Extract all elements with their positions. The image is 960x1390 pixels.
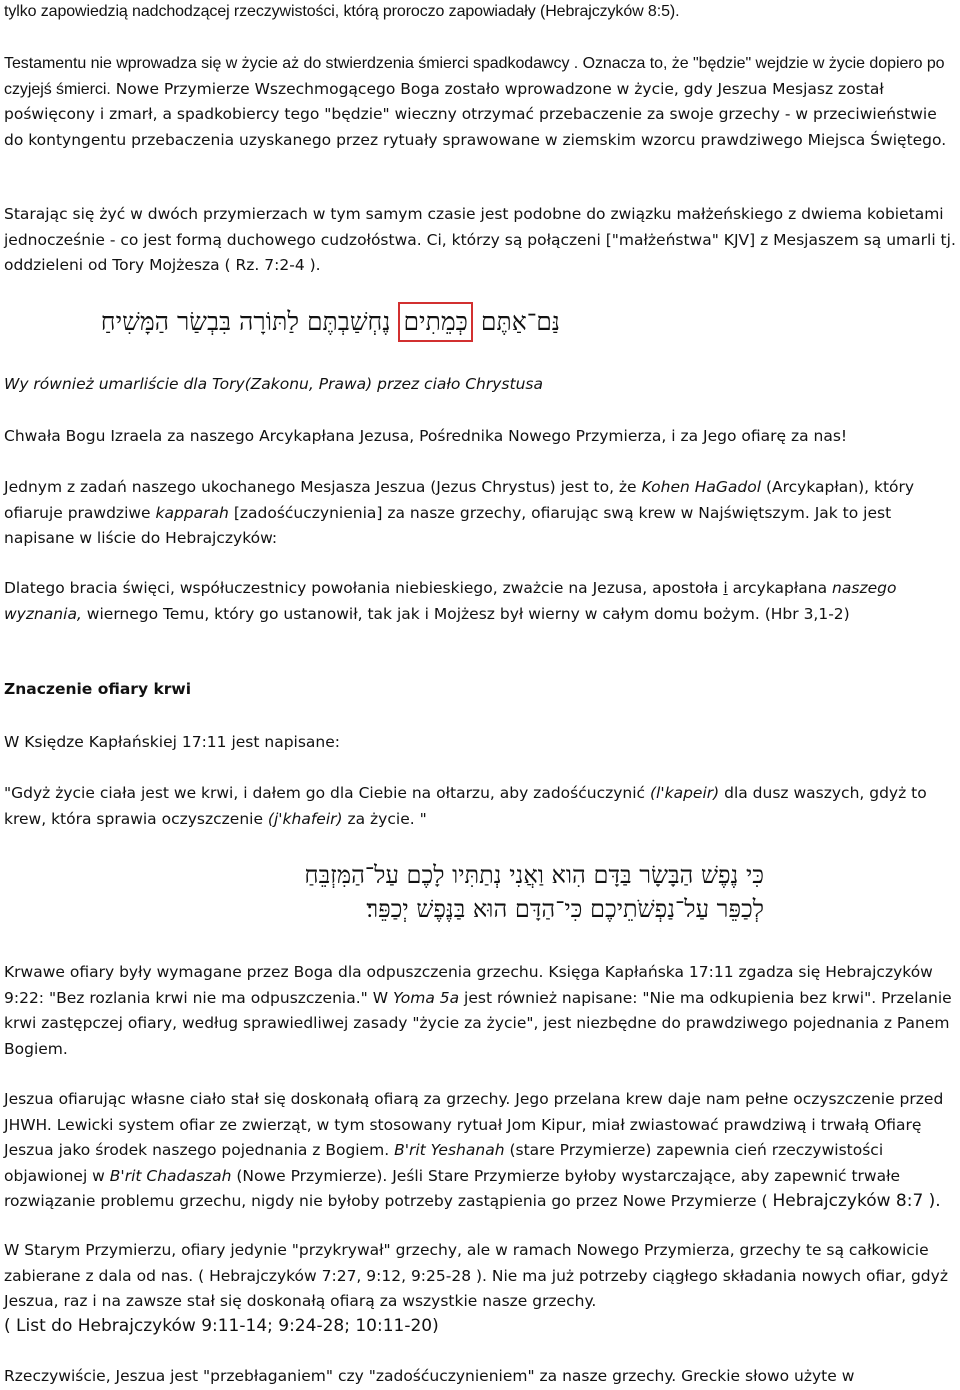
paragraph-atonement: Rzeczywiście, Jeszua jest "przebłaganiem" czy "zadośćuczynieniem" za nasze grzechy. Greckie słowo użyte w: [4, 1367, 855, 1385]
term-yoma-5a: Yoma 5a: [392, 988, 460, 1007]
blood-sacrifice-text-a: Krwawe ofiary były wymagane przez Boga dla odpuszczenia grzechu. Księga Kapłańska 17:11 zgadza się Hebrajczyków 9:22: "Bez rozlania krwi nie ma odpuszczenia." W: [4, 963, 933, 1007]
leviticus-quote-text-a: "Gdyż życie ciała jest we krwi, i dałem go dla Ciebie na ołtarzu, aby zadośćuczynić: [4, 784, 650, 802]
testament-text-a: Testamentu nie wprowadza się w życie aż do stwierdzenia śmierci spadkodawcy . Oznacza to, że "będzie" wejdzie w życie dopiero po czyjejś śmierci.: [4, 55, 945, 98]
hebrew-leviticus-line-1: כִּי נֶפֶשׁ הַבָּשָׂר בַּדָּם הִוא וַאֲנִי נְתַתִּיו לָכֶם עַל־הַמִּזְבֵּחַ: [304, 861, 764, 889]
translation-romans: Wy również umarliście dla Tory(Zakonu, Prawa) przez ciało Chrystusa: [4, 375, 543, 393]
paragraph-two-covenants: Starając się żyć w dwóch przymierzach w tym samym czasie jest podobne do związku małżeńskiego z dwiema kobietami jednocześnie - co jest formą duchowego cudzołóstwa. Ci, którzy są połączeni ["małżeństwa" KJV] z Mesjaszem są umarli tj. oddzieleni od Tory Mojżesza ( Rz. 7:2-4 ).: [4, 205, 956, 274]
term-brit-yeshanah: B'rit Yeshanah: [394, 1141, 505, 1159]
term-lkapeir: (l'kapeir): [649, 784, 720, 802]
hebrew-leviticus-line-2: לְכַפֵּר עַל־נַפְשֹׁתֵיכֶם כִּי־הַדָּם הוּא בַּנֶּפֶשׁ יְכַפֵּר׃: [366, 895, 764, 923]
perfect-sacrifice-text-c: (Nowe Przymierze). Jeśli Stare Przymierze byłoby wystarczające, aby zapewnić trwałe rozwiązanie problemu grzechu, nigdy nie byłoby potrzeby zastąpienia go przez Nowe Przymierze (: [4, 1166, 901, 1210]
high-priest-text-c: [zadośćuczynienia] za nasze grzechy, ofiarując swą krew w Najświętszym. Jak to jest napisane w liście do Hebrajczyków:: [4, 503, 892, 547]
hebrews-quote-text-b: arcykapłana: [727, 579, 833, 597]
paragraph-intro: tylko zapowiedzią nadchodzącej rzeczywistości, którą proroczo zapowiadały (Hebrajczyków 8:5).: [4, 3, 680, 20]
paragraph-leviticus-quote: [4, 781, 956, 832]
term-brit-chadaszah: B'rit Chadaszah: [109, 1166, 232, 1185]
leviticus-quote-text-b: dla dusz waszych, gdyż to krew, która sprawia oczyszczenie: [4, 784, 927, 828]
hebrews-references: ( List do Hebrajczyków 9:11-14; 9:24-28; 10:11-20): [4, 1316, 439, 1336]
paragraph-perfect-sacrifice: [4, 1087, 956, 1215]
term-naszego-wyznania: naszego wyznania,: [4, 579, 897, 623]
paragraph-hebrews-quote: [4, 576, 956, 627]
high-priest-text-b: (Arcykapłan), który ofiaruje prawdziwe: [4, 478, 915, 522]
paragraph-high-priest: [4, 475, 956, 552]
hebrew-highlighted-word: כְּמֵתִים: [398, 302, 472, 342]
paragraph-blood-sacrifice: [4, 960, 956, 1062]
hebrew-verse-start: נַּם־אַתֶּם: [480, 307, 560, 336]
paragraph-praise: Chwała Bogu Izraela za naszego Arcykapłana Jezusa, Pośrednika Nowego Przymierza, i za Jego ofiarę za nas!: [4, 427, 848, 445]
hebrew-verse-leviticus: [204, 858, 764, 928]
high-priest-text-a: Jednym z zadań naszego ukochanego Mesjasza Jeszua (Jezus Chrystus) jest to, że: [4, 478, 642, 496]
paragraph-testament: [4, 51, 956, 153]
term-jkhafeir: (j'khafeir): [267, 809, 343, 828]
blood-sacrifice-text-b: jest również napisane: "Nie ma odkupienia bez krwi". Przelanie krwi zastępczej ofiary, według sprawiedliwej zasady "życie za życie", jest niezbędne do prawdziwego pojednania z Panem Bogiem.: [4, 988, 952, 1058]
hebrew-verse-end: נֶחְשַׁבְתֶּם לַתּוֹרָה בִּבְשַׂר הַמָּשִׁיחַ: [100, 307, 391, 336]
perfect-sacrifice-text-b: (stare Przymierze) zapewnia cień rzeczywistości objawionej w: [4, 1141, 884, 1185]
hebrews-8-7-reference: Hebrajczyków 8:7 ).: [772, 1191, 941, 1211]
hebrews-quote-text-a: Dlatego bracia święci, współuczestnicy powołania niebieskiego, zważcie na Jezusa, apostoła: [4, 579, 724, 597]
paragraph-leviticus-intro: W Księdze Kapłańskiej 17:11 jest napisane:: [4, 733, 340, 751]
testament-text-b: Nowe Przymierze Wszechmogącego Boga zostało wprowadzone w życie, gdy Jeszua Mesjasz został poświęcony i zmarł, a spadkobiercy tego "będzie" wieczny otrzymać przebaczenie za swoje grzechy - w przeciwieństwie do kontyngentu przebaczenia uzyskanego przez rytuały sprawowane w ziemskim wzorcu prawdziwego Miejsca Świętego.: [4, 79, 947, 149]
perfect-sacrifice-text-a: Jeszua ofiarując własne ciało stał się doskonałą ofiarą za grzechy. Jego przelana krew daje nam pełne oczyszczenie przed JHWH. Lewicki system ofiar ze zwierząt, w tym stosowany rytuał Jom Kipur, miał zwiastować prawdziwą i trwałą Ofiarę Jeszua jako środek naszego pojednania z Bogiem.: [4, 1090, 944, 1159]
hebrew-verse-romans: [4, 300, 560, 344]
term-kohen-hagadol: Kohen HaGadol: [641, 478, 762, 496]
paragraph-old-covenant: W Starym Przymierzu, ofiary jedynie "przykrywał" grzechy, ale w ramach Nowego Przymierza, grzechy te są całkowicie zabierane z dala od nas. ( Hebrajczyków 7:27, 9:12, 9:25-28 ). Nie ma już potrzeby ciągłego składania nowych ofiar, gdyż Jeszua, raz i na zawsze stał się doskonałą ofiarą za wszystkie nasze grzechy.: [4, 1241, 948, 1310]
term-kapparah: kapparah: [155, 503, 229, 522]
section-heading: Znaczenie ofiary krwi: [4, 680, 192, 698]
hebrews-quote-text-c: wiernego Temu, który go ustanowił, tak jak i Mojżesz był wierny w całym domu bożym. (Hbr 3,1-2): [81, 604, 850, 623]
leviticus-quote-text-c: za życie. ": [342, 809, 427, 828]
underlined-i: i: [723, 579, 728, 597]
